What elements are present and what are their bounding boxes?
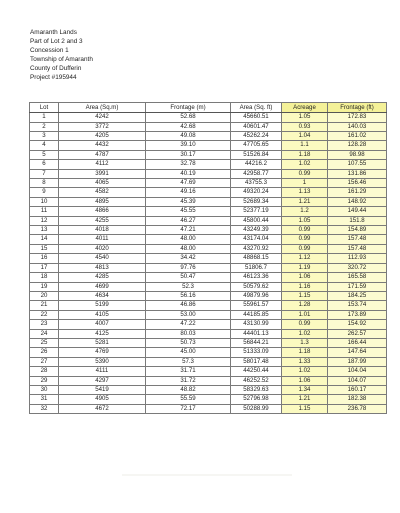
cell-frontage-ft: 128.28 — [328, 141, 387, 150]
cell-frontage-ft: 236.78 — [328, 404, 387, 413]
table-row — [30, 216, 387, 225]
cell-frontage-ft: 187.99 — [328, 357, 387, 366]
cell-area-sqft: 52377.19 — [231, 207, 282, 216]
cell-acreage: 1.06 — [282, 273, 328, 282]
cell-acreage: 1.15 — [282, 291, 328, 300]
cell-acreage: 1.02 — [282, 160, 328, 169]
cell-acreage: 1.15 — [282, 404, 328, 413]
table-row — [30, 291, 387, 300]
cell-frontage-ft: 98.98 — [328, 150, 387, 159]
cell-frontage-ft: 104.04 — [328, 367, 387, 376]
cell-acreage: 0.99 — [282, 244, 328, 253]
cell-lot: 22 — [30, 310, 59, 319]
cell-area-sqft: 46123.36 — [231, 273, 282, 282]
document-header — [30, 29, 93, 82]
cell-frontage-ft: 160.17 — [328, 385, 387, 394]
cell-frontage-ft: 320.72 — [328, 263, 387, 272]
cell-area-sqm: 4895 — [59, 197, 146, 206]
table-row — [30, 197, 387, 206]
col-header-area-sqm: Area (Sq.m) — [59, 103, 146, 113]
cell-acreage: 1.02 — [282, 367, 328, 376]
cell-area-sqm: 3772 — [59, 122, 146, 131]
cell-acreage: 0.99 — [282, 226, 328, 235]
cell-lot: 14 — [30, 235, 59, 244]
cell-area-sqft: 56844.21 — [231, 338, 282, 347]
table-row — [30, 188, 387, 197]
cell-frontage-m: 47.21 — [146, 226, 231, 235]
cell-lot: 7 — [30, 169, 59, 178]
cell-frontage-m: 49.16 — [146, 188, 231, 197]
cell-lot: 25 — [30, 338, 59, 347]
cell-frontage-m: 48.82 — [146, 385, 231, 394]
cell-frontage-m: 55.59 — [146, 395, 231, 404]
cell-lot: 28 — [30, 367, 59, 376]
cell-area-sqm: 4787 — [59, 150, 146, 159]
cell-area-sqft: 45262.24 — [231, 132, 282, 141]
cell-lot: 24 — [30, 329, 59, 338]
cell-frontage-ft: 107.55 — [328, 160, 387, 169]
cell-area-sqm: 3991 — [59, 169, 146, 178]
col-header-frontage-m: Frontage (m) — [146, 103, 231, 113]
cell-frontage-ft: 104.07 — [328, 376, 387, 385]
cell-lot: 32 — [30, 404, 59, 413]
cell-acreage: 1.05 — [282, 113, 328, 122]
cell-area-sqft: 43755.3 — [231, 179, 282, 188]
cell-lot: 29 — [30, 376, 59, 385]
cell-frontage-ft: 151.8 — [328, 216, 387, 225]
cell-area-sqm: 4769 — [59, 348, 146, 357]
cell-area-sqm: 4699 — [59, 282, 146, 291]
cell-frontage-m: 40.19 — [146, 169, 231, 178]
cell-frontage-m: 50.47 — [146, 273, 231, 282]
cell-area-sqm: 4634 — [59, 291, 146, 300]
cell-acreage: 1.04 — [282, 132, 328, 141]
cell-acreage: 1.16 — [282, 282, 328, 291]
table-header-row — [30, 103, 387, 113]
cell-area-sqm: 4866 — [59, 207, 146, 216]
cell-frontage-m: 45.39 — [146, 197, 231, 206]
cell-frontage-m: 45.55 — [146, 207, 231, 216]
cell-frontage-m: 50.73 — [146, 338, 231, 347]
cell-lot: 26 — [30, 348, 59, 357]
table-row — [30, 141, 387, 150]
cell-lot: 19 — [30, 282, 59, 291]
table-row — [30, 320, 387, 329]
header-line-project: Project #195944 — [30, 73, 77, 81]
cell-frontage-ft: 157.48 — [328, 244, 387, 253]
table-row — [30, 160, 387, 169]
cell-frontage-m: 34.42 — [146, 254, 231, 263]
cell-frontage-ft: 140.03 — [328, 122, 387, 131]
cell-area-sqm: 4011 — [59, 235, 146, 244]
cell-frontage-ft: 161.02 — [328, 132, 387, 141]
header-line-township: Township of Amaranth — [30, 55, 93, 63]
cell-frontage-ft: 153.74 — [328, 301, 387, 310]
cell-acreage: 1.19 — [282, 263, 328, 272]
cell-acreage: 1.33 — [282, 357, 328, 366]
cell-area-sqft: 44250.44 — [231, 367, 282, 376]
cell-area-sqm: 4242 — [59, 113, 146, 122]
cell-area-sqm: 4125 — [59, 329, 146, 338]
cell-acreage: 1.3 — [282, 338, 328, 347]
cell-frontage-ft: 154.89 — [328, 226, 387, 235]
cell-acreage: 1.12 — [282, 254, 328, 263]
cell-frontage-ft: 154.92 — [328, 320, 387, 329]
cell-frontage-ft: 182.38 — [328, 395, 387, 404]
cell-acreage: 1.02 — [282, 329, 328, 338]
cell-area-sqft: 45800.44 — [231, 216, 282, 225]
table-row — [30, 235, 387, 244]
col-header-lot: Lot — [30, 103, 59, 113]
cell-frontage-m: 46.86 — [146, 301, 231, 310]
cell-acreage: 1.13 — [282, 188, 328, 197]
cell-area-sqft: 49879.96 — [231, 291, 282, 300]
cell-area-sqft: 58017.48 — [231, 357, 282, 366]
cell-frontage-m: 31.72 — [146, 376, 231, 385]
cell-lot: 12 — [30, 216, 59, 225]
cell-area-sqft: 58329.63 — [231, 385, 282, 394]
cell-area-sqft: 47705.65 — [231, 141, 282, 150]
cell-area-sqft: 44185.85 — [231, 310, 282, 319]
cell-area-sqm: 4020 — [59, 244, 146, 253]
cell-acreage: 1.34 — [282, 385, 328, 394]
cell-frontage-m: 46.27 — [146, 216, 231, 225]
cell-acreage: 0.99 — [282, 235, 328, 244]
cell-lot: 6 — [30, 160, 59, 169]
cell-area-sqft: 43270.92 — [231, 244, 282, 253]
cell-frontage-m: 52.68 — [146, 113, 231, 122]
table-row — [30, 244, 387, 253]
cell-area-sqft: 45660.51 — [231, 113, 282, 122]
table-row — [30, 367, 387, 376]
cell-area-sqm: 5281 — [59, 338, 146, 347]
table-row — [30, 263, 387, 272]
cell-frontage-m: 80.03 — [146, 329, 231, 338]
cell-area-sqm: 4111 — [59, 367, 146, 376]
cell-acreage: 0.99 — [282, 169, 328, 178]
cell-area-sqft: 43174.04 — [231, 235, 282, 244]
cell-lot: 27 — [30, 357, 59, 366]
cell-area-sqm: 5390 — [59, 357, 146, 366]
cell-frontage-ft: 147.64 — [328, 348, 387, 357]
cell-area-sqft: 50288.99 — [231, 404, 282, 413]
cell-area-sqm: 4297 — [59, 376, 146, 385]
col-header-area-sqft: Area (Sq. ft) — [231, 103, 282, 113]
cell-lot: 17 — [30, 263, 59, 272]
cell-area-sqm: 4105 — [59, 310, 146, 319]
cell-acreage: 1.01 — [282, 310, 328, 319]
table-row — [30, 385, 387, 394]
cell-area-sqft: 42958.77 — [231, 169, 282, 178]
cell-lot: 30 — [30, 385, 59, 394]
table-row — [30, 113, 387, 122]
cell-acreage: 1.1 — [282, 141, 328, 150]
cell-lot: 4 — [30, 141, 59, 150]
cell-area-sqft: 43249.39 — [231, 226, 282, 235]
cell-area-sqft: 51333.09 — [231, 348, 282, 357]
cell-frontage-m: 53.00 — [146, 310, 231, 319]
cell-area-sqm: 4205 — [59, 132, 146, 141]
cell-acreage: 1.28 — [282, 301, 328, 310]
table-row — [30, 150, 387, 159]
cell-frontage-m: 47.69 — [146, 179, 231, 188]
table-row — [30, 348, 387, 357]
table-row — [30, 132, 387, 141]
cell-frontage-m: 30.17 — [146, 150, 231, 159]
cell-area-sqft: 51526.84 — [231, 150, 282, 159]
cell-lot: 31 — [30, 395, 59, 404]
cell-frontage-ft: 131.86 — [328, 169, 387, 178]
table-row — [30, 404, 387, 413]
cell-area-sqm: 4285 — [59, 273, 146, 282]
col-header-frontage-ft: Frontage (ft) — [328, 103, 387, 113]
cell-acreage: 1.18 — [282, 150, 328, 159]
cell-frontage-m: 31.71 — [146, 367, 231, 376]
cell-acreage: 1.05 — [282, 216, 328, 225]
cell-lot: 2 — [30, 122, 59, 131]
cell-frontage-ft: 184.25 — [328, 291, 387, 300]
cell-acreage: 1 — [282, 179, 328, 188]
cell-frontage-m: 42.68 — [146, 122, 231, 131]
cell-frontage-m: 49.08 — [146, 132, 231, 141]
cell-area-sqft: 52796.98 — [231, 395, 282, 404]
cell-area-sqft: 55961.57 — [231, 301, 282, 310]
cell-lot: 23 — [30, 320, 59, 329]
cell-acreage: 1.21 — [282, 197, 328, 206]
cell-acreage: 0.99 — [282, 320, 328, 329]
cell-area-sqm: 4112 — [59, 160, 146, 169]
cell-area-sqm: 4065 — [59, 179, 146, 188]
cell-frontage-ft: 173.89 — [328, 310, 387, 319]
table-row — [30, 329, 387, 338]
faint-footer-mark — [122, 474, 292, 476]
cell-area-sqft: 46252.52 — [231, 376, 282, 385]
cell-frontage-ft: 156.46 — [328, 179, 387, 188]
cell-frontage-m: 57.3 — [146, 357, 231, 366]
cell-frontage-m: 72.17 — [146, 404, 231, 413]
cell-area-sqm: 4432 — [59, 141, 146, 150]
table-row — [30, 122, 387, 131]
cell-frontage-m: 39.10 — [146, 141, 231, 150]
cell-area-sqm: 4582 — [59, 188, 146, 197]
table-row — [30, 338, 387, 347]
cell-area-sqft: 49320.24 — [231, 188, 282, 197]
cell-lot: 5 — [30, 150, 59, 159]
cell-lot: 20 — [30, 291, 59, 300]
cell-area-sqft: 43130.99 — [231, 320, 282, 329]
cell-lot: 13 — [30, 226, 59, 235]
cell-frontage-ft: 172.83 — [328, 113, 387, 122]
table-row — [30, 254, 387, 263]
cell-acreage: 1.2 — [282, 207, 328, 216]
cell-frontage-ft: 149.44 — [328, 207, 387, 216]
cell-area-sqft: 48868.15 — [231, 254, 282, 263]
cell-area-sqft: 44216.2 — [231, 160, 282, 169]
cell-area-sqm: 4905 — [59, 395, 146, 404]
cell-acreage: 1.06 — [282, 376, 328, 385]
cell-lot: 11 — [30, 207, 59, 216]
cell-frontage-ft: 148.92 — [328, 197, 387, 206]
cell-frontage-m: 45.00 — [146, 348, 231, 357]
cell-area-sqm: 4255 — [59, 216, 146, 225]
cell-area-sqm: 4672 — [59, 404, 146, 413]
table-row — [30, 282, 387, 291]
cell-frontage-m: 48.00 — [146, 235, 231, 244]
cell-frontage-m: 48.00 — [146, 244, 231, 253]
cell-acreage: 1.18 — [282, 348, 328, 357]
table-row — [30, 376, 387, 385]
cell-frontage-ft: 157.48 — [328, 235, 387, 244]
cell-area-sqm: 4813 — [59, 263, 146, 272]
table-row — [30, 310, 387, 319]
lot-area-table — [29, 102, 387, 414]
table-row — [30, 169, 387, 178]
cell-acreage: 1.21 — [282, 395, 328, 404]
cell-frontage-ft: 112.93 — [328, 254, 387, 263]
cell-frontage-m: 32.78 — [146, 160, 231, 169]
cell-area-sqft: 51806.7 — [231, 263, 282, 272]
cell-area-sqft: 52689.34 — [231, 197, 282, 206]
cell-acreage: 0.93 — [282, 122, 328, 131]
header-line-concession: Concession 1 — [30, 46, 69, 54]
cell-lot: 21 — [30, 301, 59, 310]
cell-frontage-ft: 165.58 — [328, 273, 387, 282]
cell-frontage-ft: 166.44 — [328, 338, 387, 347]
cell-area-sqm: 5199 — [59, 301, 146, 310]
cell-lot: 1 — [30, 113, 59, 122]
cell-lot: 9 — [30, 188, 59, 197]
cell-lot: 3 — [30, 132, 59, 141]
col-header-acreage: Acreage — [282, 103, 328, 113]
cell-frontage-m: 97.76 — [146, 263, 231, 272]
cell-area-sqft: 40601.47 — [231, 122, 282, 131]
cell-frontage-m: 47.22 — [146, 320, 231, 329]
cell-frontage-ft: 171.59 — [328, 282, 387, 291]
cell-area-sqm: 4007 — [59, 320, 146, 329]
table-body — [30, 113, 387, 414]
cell-area-sqm: 4018 — [59, 226, 146, 235]
table-row — [30, 273, 387, 282]
cell-lot: 15 — [30, 244, 59, 253]
cell-area-sqm: 4540 — [59, 254, 146, 263]
cell-lot: 18 — [30, 273, 59, 282]
header-line-county: County of Dufferin — [30, 64, 82, 72]
cell-frontage-ft: 161.29 — [328, 188, 387, 197]
cell-frontage-m: 52.3 — [146, 282, 231, 291]
table-row — [30, 395, 387, 404]
cell-frontage-ft: 262.57 — [328, 329, 387, 338]
cell-frontage-m: 56.16 — [146, 291, 231, 300]
cell-area-sqm: 5419 — [59, 385, 146, 394]
cell-lot: 8 — [30, 179, 59, 188]
header-line-lots: Part of Lot 2 and 3 — [30, 37, 83, 45]
table-row — [30, 226, 387, 235]
cell-area-sqft: 44401.13 — [231, 329, 282, 338]
table-row — [30, 357, 387, 366]
header-line-title: Amaranth Lands — [30, 29, 77, 36]
table-row — [30, 207, 387, 216]
table-row — [30, 301, 387, 310]
table-row — [30, 179, 387, 188]
cell-lot: 10 — [30, 197, 59, 206]
cell-lot: 16 — [30, 254, 59, 263]
cell-area-sqft: 50579.62 — [231, 282, 282, 291]
